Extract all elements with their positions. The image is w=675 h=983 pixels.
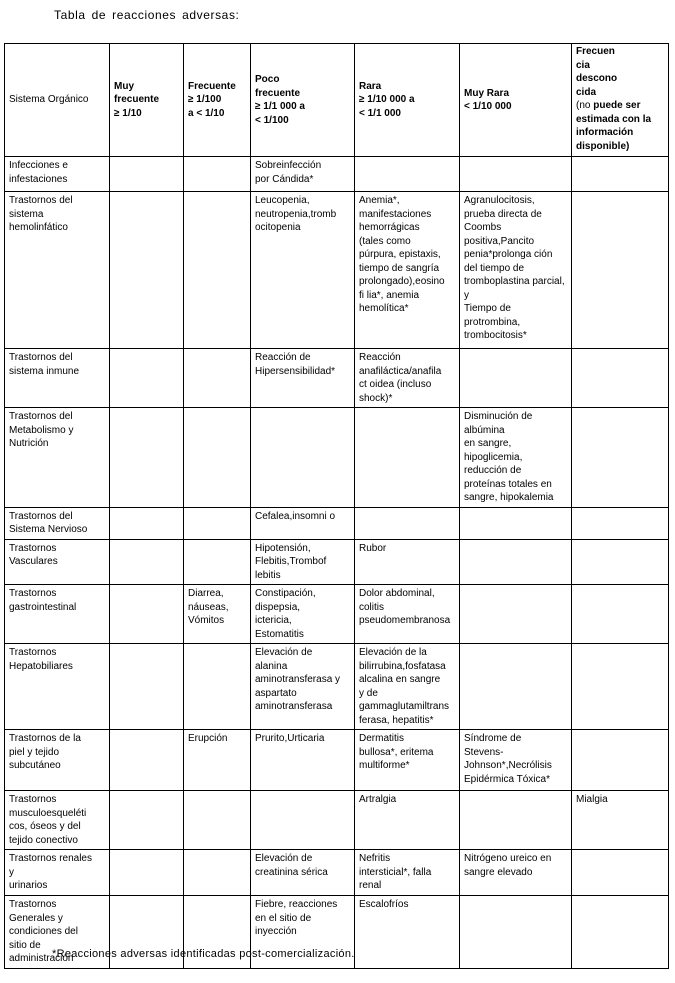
organ-system-cell: Trastornos del sistema inmune — [5, 349, 110, 408]
organ-system-cell: Trastornos Vasculares — [5, 539, 110, 585]
cell-muy-frecuente — [110, 349, 184, 408]
organ-system-cell: Trastornos del Metabolismo y Nutrición — [5, 408, 110, 508]
cell-rara: Escalofríos — [355, 896, 460, 969]
cell-rara — [355, 507, 460, 539]
cell-rara: Nefritis intersticial*, falla renal — [355, 850, 460, 896]
organ-system-cell: Trastornos gastrointestinal — [5, 585, 110, 644]
cell-muy-rara: Disminución de albúmina en sangre, hipoglicemia, reducción de proteínas totales en sangre, hipokalemia — [460, 408, 572, 508]
cell-frecuente — [184, 408, 251, 508]
header-desconocida-note-open: (no — [576, 100, 594, 111]
cell-desconocida — [572, 730, 669, 791]
cell-poco-frecuente: Cefalea,insomni o — [251, 507, 355, 539]
cell-poco-frecuente — [251, 791, 355, 850]
cell-poco-frecuente: Sobreinfección por Cándida* — [251, 157, 355, 192]
table-title: Tabla de reacciones adversas: — [54, 8, 240, 22]
cell-muy-rara — [460, 157, 572, 192]
cell-frecuente — [184, 192, 251, 349]
adverse-reactions-table — [4, 43, 669, 969]
cell-muy-rara — [460, 539, 572, 585]
organ-system-cell: Trastornos de la piel y tejido subcutáneo — [5, 730, 110, 791]
cell-frecuente — [184, 791, 251, 850]
header-frecuente: Frecuente ≥ 1/100 a < 1/10 — [184, 44, 251, 157]
footnote: *Reacciones adversas identificadas post-comercialización. — [52, 948, 355, 960]
cell-muy-rara: Nitrógeno ureico en sangre elevado — [460, 850, 572, 896]
cell-muy-frecuente — [110, 408, 184, 508]
table-row — [5, 791, 669, 850]
cell-muy-frecuente — [110, 157, 184, 192]
cell-poco-frecuente: Elevación de creatinina sérica — [251, 850, 355, 896]
organ-system-cell: Trastornos del Sistema Nervioso — [5, 507, 110, 539]
cell-poco-frecuente: Constipación, dispepsia, ictericia, Estomatitis — [251, 585, 355, 644]
cell-desconocida — [572, 644, 669, 730]
cell-frecuente — [184, 539, 251, 585]
header-desconocida-note: puede ser estimada con la información disponible) — [576, 100, 652, 152]
cell-frecuente — [184, 644, 251, 730]
cell-muy-rara — [460, 791, 572, 850]
cell-muy-rara: Agranulocitosis, prueba directa de Coombs positiva,Pancito penia*prolonga ción del tiempo de tromboplastina parcial, y Tiempo de protrombina, trombocitosis* — [460, 192, 572, 349]
cell-muy-frecuente — [110, 192, 184, 349]
cell-desconocida — [572, 408, 669, 508]
cell-desconocida — [572, 507, 669, 539]
cell-desconocida — [572, 192, 669, 349]
cell-muy-frecuente — [110, 507, 184, 539]
organ-system-cell: Trastornos Hepatobiliares — [5, 644, 110, 730]
cell-rara: Dolor abdominal, colitis pseudomembranosa — [355, 585, 460, 644]
cell-frecuente: Erupción — [184, 730, 251, 791]
table-row — [5, 585, 669, 644]
table-row — [5, 850, 669, 896]
cell-poco-frecuente: Hipotensión, Flebitis,Trombof lebitis — [251, 539, 355, 585]
table-row — [5, 539, 669, 585]
cell-muy-frecuente — [110, 585, 184, 644]
cell-muy-rara: Síndrome de Stevens- Johnson*,Necrólisis Epidérmica Tóxica* — [460, 730, 572, 791]
header-row — [5, 44, 669, 157]
cell-rara: Elevación de la bilirrubina,fosfatasa alcalina en sangre y de gammaglutamiltrans ferasa, hepatitis* — [355, 644, 460, 730]
cell-frecuente — [184, 850, 251, 896]
table-row — [5, 157, 669, 192]
cell-desconocida — [572, 896, 669, 969]
cell-rara: Artralgia — [355, 791, 460, 850]
header-rara: Rara ≥ 1/10 000 a < 1/1 000 — [355, 44, 460, 157]
header-desconocida — [572, 44, 669, 157]
cell-muy-rara — [460, 644, 572, 730]
header-poco-frecuente: Poco frecuente ≥ 1/1 000 a < 1/100 — [251, 44, 355, 157]
header-muy-frecuente: Muy frecuente ≥ 1/10 — [110, 44, 184, 157]
cell-desconocida — [572, 349, 669, 408]
cell-poco-frecuente: Reacción de Hipersensibilidad* — [251, 349, 355, 408]
cell-muy-rara — [460, 585, 572, 644]
cell-desconocida — [572, 585, 669, 644]
cell-rara: Anemia*, manifestaciones hemorrágicas (tales como púrpura, epistaxis, tiempo de sangría prolongado),eosino fi lia*, anemia hemolítica* — [355, 192, 460, 349]
organ-system-cell: Trastornos musculoesqueléti cos, óseos y del tejido conectivo — [5, 791, 110, 850]
organ-system-cell: Trastornos del sistema hemolinfático — [5, 192, 110, 349]
organ-system-cell: Trastornos Generales y condiciones del sitio de administración — [5, 896, 110, 969]
cell-muy-frecuente — [110, 791, 184, 850]
cell-muy-frecuente — [110, 644, 184, 730]
table-row — [5, 408, 669, 508]
cell-desconocida — [572, 850, 669, 896]
cell-desconocida: Mialgia — [572, 791, 669, 850]
cell-rara: Reacción anafiláctica/anafila ct oidea (incluso shock)* — [355, 349, 460, 408]
cell-desconocida — [572, 539, 669, 585]
cell-muy-frecuente — [110, 730, 184, 791]
cell-rara: Dermatitis bullosa*, eritema multiforme* — [355, 730, 460, 791]
cell-poco-frecuente: Prurito,Urticaria — [251, 730, 355, 791]
organ-system-cell: Trastornos renales y urinarios — [5, 850, 110, 896]
cell-muy-frecuente — [110, 850, 184, 896]
table-row — [5, 507, 669, 539]
cell-muy-frecuente — [110, 539, 184, 585]
cell-frecuente — [184, 157, 251, 192]
organ-system-cell: Infecciones e infestaciones — [5, 157, 110, 192]
cell-muy-rara — [460, 896, 572, 969]
cell-poco-frecuente: Fiebre, reacciones en el sitio de inyección — [251, 896, 355, 969]
table-row — [5, 644, 669, 730]
cell-rara — [355, 157, 460, 192]
header-desconocida-title: Frecuen cia descono cida — [576, 46, 618, 98]
cell-frecuente — [184, 349, 251, 408]
table-row — [5, 192, 669, 349]
table-row — [5, 730, 669, 791]
cell-rara: Rubor — [355, 539, 460, 585]
cell-desconocida — [572, 157, 669, 192]
cell-muy-rara — [460, 507, 572, 539]
cell-rara — [355, 408, 460, 508]
cell-frecuente — [184, 507, 251, 539]
cell-frecuente: Diarrea, náuseas, Vómitos — [184, 585, 251, 644]
table-row — [5, 349, 669, 408]
cell-poco-frecuente — [251, 408, 355, 508]
cell-muy-rara — [460, 349, 572, 408]
cell-poco-frecuente: Leucopenia, neutropenia,tromb ocitopenia — [251, 192, 355, 349]
header-organ: Sistema Orgánico — [5, 44, 110, 157]
header-muy-rara: Muy Rara < 1/10 000 — [460, 44, 572, 157]
cell-poco-frecuente: Elevación de alanina aminotransferasa y aspartato aminotransferasa — [251, 644, 355, 730]
